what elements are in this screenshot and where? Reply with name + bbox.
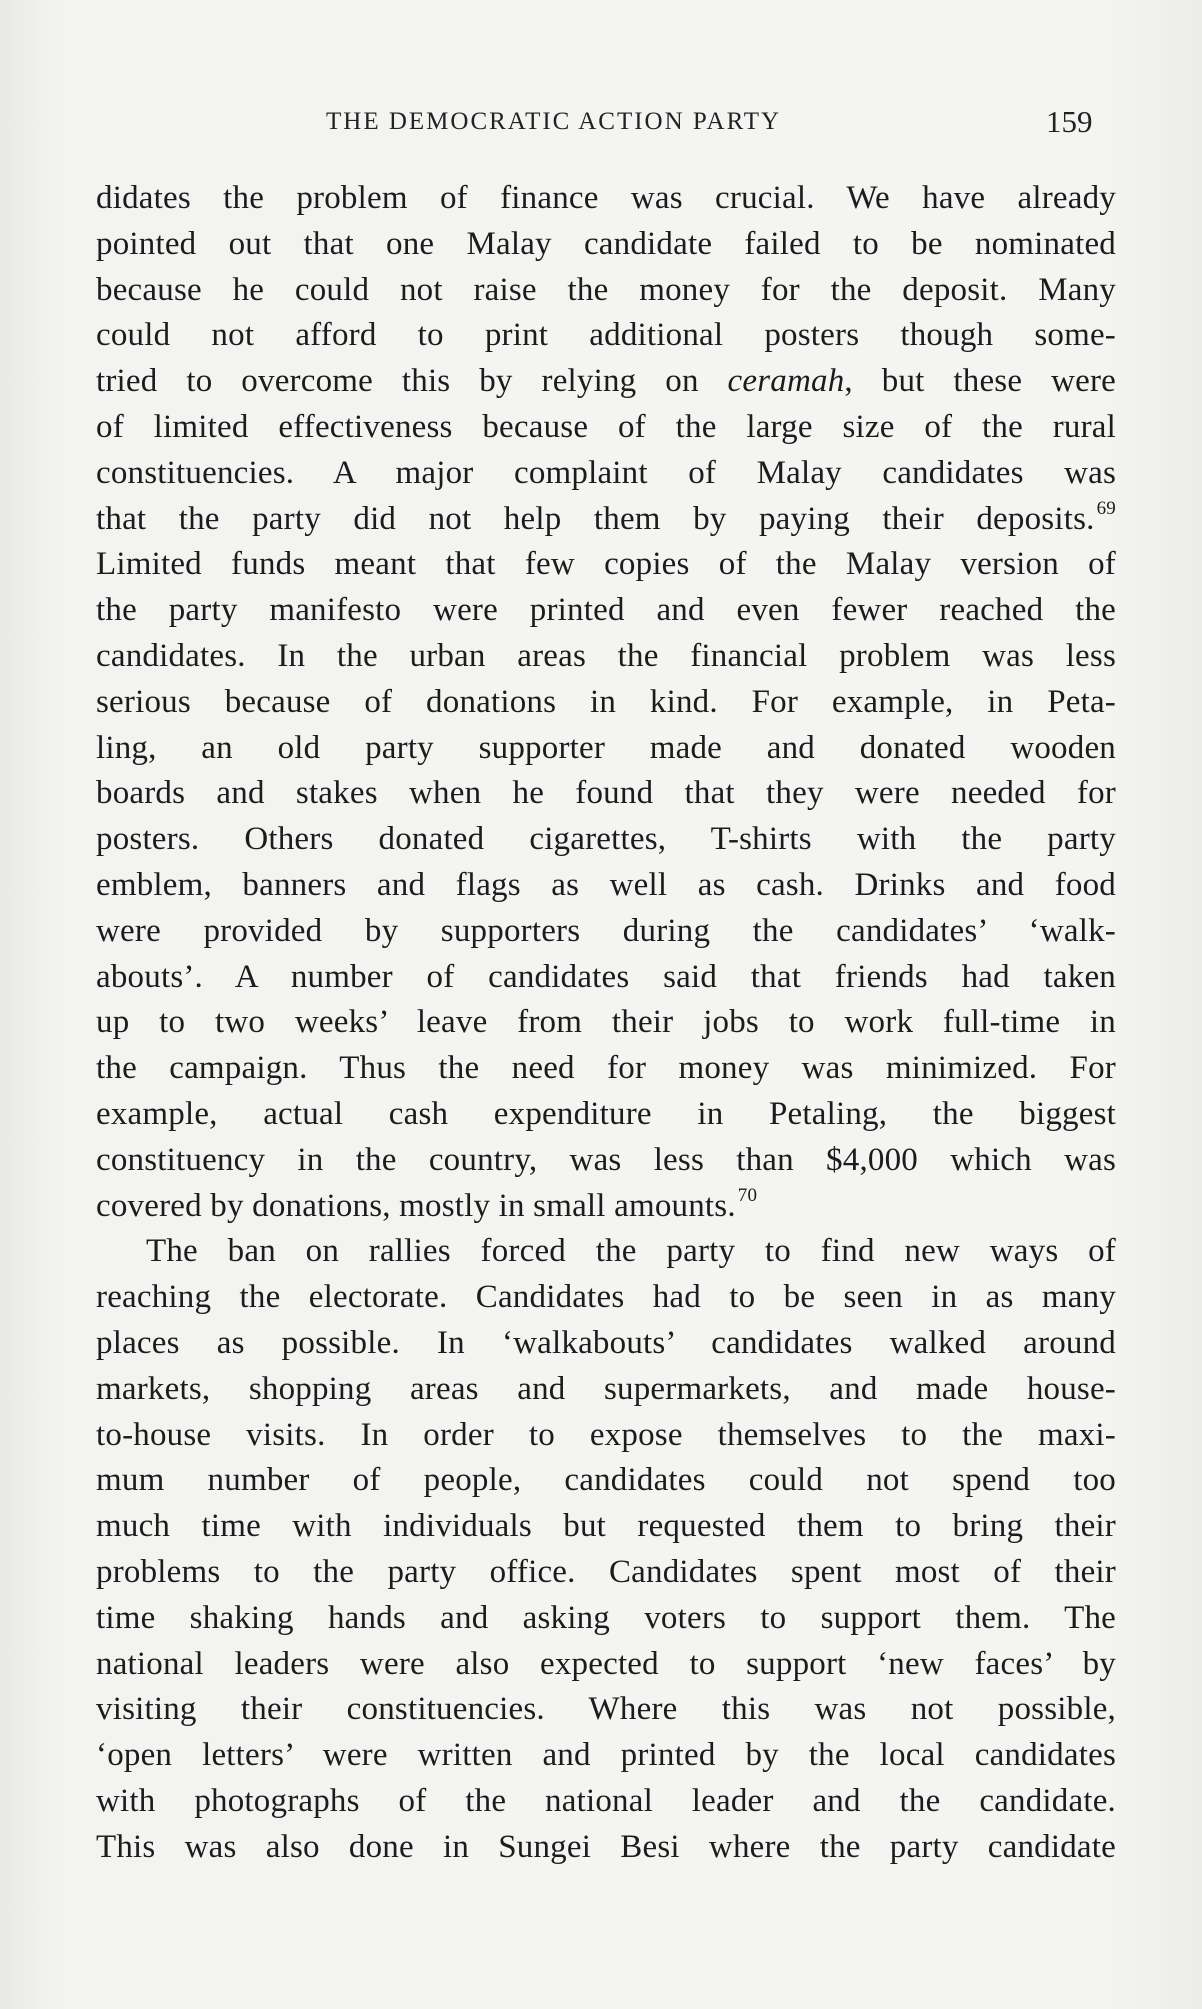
text-line: mum number of people, candidates could not spend too: [96, 1462, 1116, 1499]
footnote-marker[interactable]: 70: [737, 1184, 758, 1206]
text-line: [96, 497, 1116, 543]
text-segment: , but these were: [844, 363, 1116, 400]
text-line: Limited funds meant that few copies of the Malay version of: [96, 546, 1116, 583]
text-line: posters. Others donated cigarettes, T-shirts with the party: [96, 821, 1116, 858]
text-line: ‘open letters’ were written and printed by the local candidates: [96, 1737, 1116, 1774]
text-line: [96, 359, 1116, 405]
text-line: much time with individuals but requested them to bring their: [96, 1508, 1116, 1545]
text-line: ling, an old party supporter made and donated wooden: [96, 729, 1116, 766]
text-segment: tried to overcome this by relying on: [96, 363, 728, 400]
footnote-marker[interactable]: 69: [1096, 497, 1116, 519]
text-line: emblem, banners and flags as well as cash. Drinks and food: [96, 866, 1116, 903]
text-line: The ban on rallies forced the party to find new ways of: [146, 1233, 1116, 1270]
text-line: time shaking hands and asking voters to support them. The: [96, 1599, 1116, 1636]
text-segment: covered by donations, mostly in small amounts.: [96, 1187, 736, 1224]
italic-term: ceramah: [727, 363, 845, 400]
text-line: of limited effectiveness because of the large size of the rural: [96, 408, 1116, 445]
paragraph-2: [96, 1229, 1116, 1870]
text-line: because he could not raise the money for the deposit. Many: [96, 271, 1116, 308]
text-line: the campaign. Thus the need for money was minimized. For: [96, 1050, 1116, 1087]
text-line: were provided by supporters during the candidates’ ‘walk-: [96, 912, 1116, 949]
text-line: national leaders were also expected to support ‘new faces’ by: [96, 1645, 1116, 1682]
text-line: problems to the party office. Candidates spent most of their: [96, 1553, 1116, 1590]
text-line: to-house visits. In order to expose themselves to the maxi-: [96, 1416, 1116, 1453]
text-line: example, actual cash expenditure in Petaling, the biggest: [96, 1095, 1116, 1132]
text-line: abouts’. A number of candidates said that friends had taken: [96, 958, 1116, 995]
text-line: pointed out that one Malay candidate failed to be nominated: [96, 225, 1116, 262]
text-line: reaching the electorate. Candidates had to be seen in as many: [96, 1279, 1116, 1316]
text-line: boards and stakes when he found that they were needed for: [96, 775, 1116, 812]
text-line: the party manifesto were printed and even fewer reached the: [96, 592, 1116, 629]
paragraph-1: [96, 176, 1116, 1229]
text-line: [96, 1184, 1116, 1230]
text-line: markets, shopping areas and supermarkets, and made house-: [96, 1370, 1116, 1407]
text-segment: that the party did not help them by paying their deposits.: [96, 500, 1095, 537]
text-line: didates the problem of finance was crucial. We have already: [96, 180, 1116, 216]
text-line: visiting their constituencies. Where this was not possible,: [96, 1691, 1116, 1728]
text-line: up to two weeks’ leave from their jobs to work full-time in: [96, 1004, 1116, 1041]
running-header-title: THE DEMOCRATIC ACTION PARTY: [326, 108, 782, 135]
text-line: This was also done in Sungei Besi where the party candidate: [96, 1828, 1116, 1865]
text-line: candidates. In the urban areas the financial problem was less: [96, 637, 1116, 674]
text-line: could not afford to print additional posters though some-: [96, 317, 1116, 354]
text-line: serious because of donations in kind. For example, in Peta-: [96, 683, 1116, 720]
text-line: places as possible. In ‘walkabouts’ candidates walked around: [96, 1324, 1116, 1361]
text-line: with photographs of the national leader and the candidate.: [96, 1782, 1116, 1819]
text-line: constituencies. A major complaint of Malay candidates was: [96, 454, 1116, 491]
text-line: constituency in the country, was less than $4,000 which was: [96, 1141, 1116, 1178]
body-text: [96, 176, 1116, 1870]
page-number: 159: [1046, 104, 1093, 139]
